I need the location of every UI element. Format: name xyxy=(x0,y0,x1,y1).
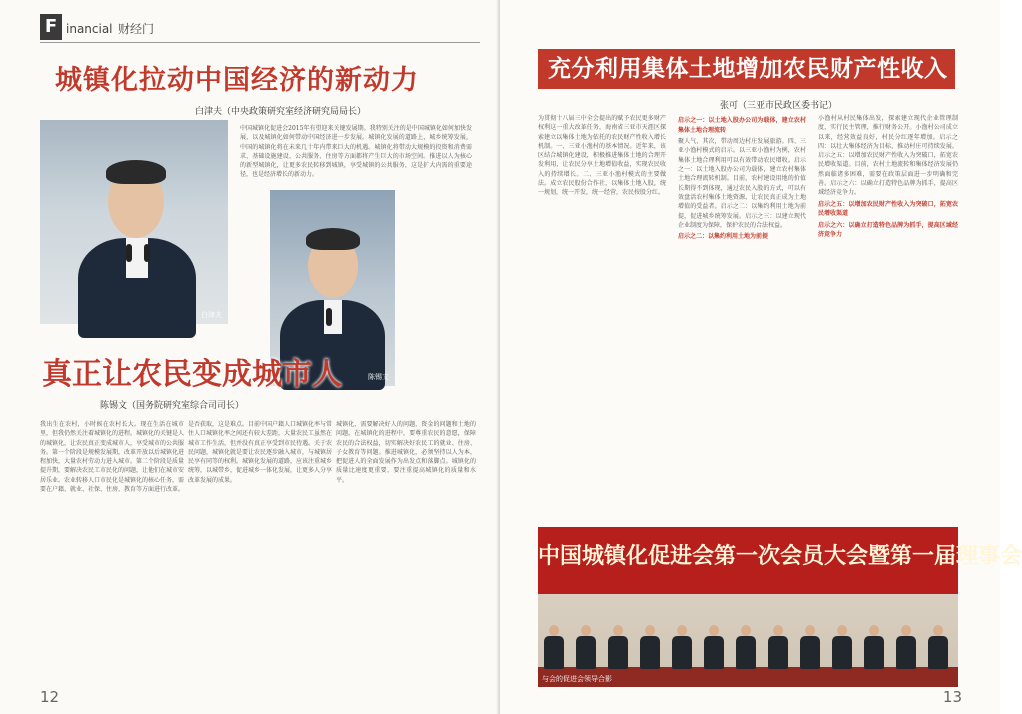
microphone-icon xyxy=(144,244,150,262)
subhead-1: 启示之一：以土地入股办公司为载体，建立农村集体土地合理流转 xyxy=(678,117,806,134)
attendee xyxy=(896,625,916,669)
microphone-icon xyxy=(326,308,332,326)
attendee xyxy=(928,625,948,669)
attendee xyxy=(672,625,692,669)
photo-1-caption: 白津夫 xyxy=(201,311,222,319)
article-3-column-3-text: 小渔村从村民集体出发，探索建立现代企业管理制度，实行民主管理，推行财务公开。小渔村公司成立以来，经营效益良好，村民分红逐年增加。启示之四：以壮大集体经济为目标，推动村庄可持续发展。启示之五：以增加农民财产性收入为突破口，拓宽农民增收渠道。目前，农村土地流转和集体经济发展仍然面临诸多困难，需要在政策层面进一步明确和完善。启示之六：以确立打造特色品牌为抓手，提高区域经济竞争力。 xyxy=(818,115,958,197)
section-divider xyxy=(40,42,480,43)
subhead-6: 启示之六：以确立打造特色品牌为抓手，提高区域经济竞争力 xyxy=(818,221,958,239)
attendee xyxy=(544,625,564,669)
article-byline-2: 陈锡文（国务院研究室综合司司长） xyxy=(100,401,245,411)
subhead-2: 启示之二：以集约利用土地为前提 xyxy=(678,233,769,241)
subhead-5: 启示之五：以增加农民财产性收入为突破口，拓宽农民增收渠道 xyxy=(818,200,958,218)
attendee xyxy=(768,625,788,669)
section-name: inancial xyxy=(66,22,113,36)
attendee xyxy=(736,625,756,669)
left-page xyxy=(0,0,500,714)
article-2-column-2: 是否获取，这是难点。目前中国户籍人口城镇化率与常住人口城镇化率之间还有较大差距，大量农民工虽然在城市工作生活，但并没有真正享受到市民待遇。关于农民问题，城镇化就是要让农民逐步融入城市，与城镇居民享有同等的权利。城镇化发展的道路，应该注重城乡统筹，以城带乡，促进城乡一体化发展，让更多人分享改革发展的成果。 xyxy=(188,421,333,484)
page-number-right: 13 xyxy=(942,688,962,706)
article-3-column-3 xyxy=(818,114,958,532)
article-3-column-2 xyxy=(678,114,806,532)
article-2-column-1: 我出生在农村，小时候在农村长大。现在生活在城市里，但我仍然关注着城镇化的进程。城镇化的关键是人的城镇化，让农民真正变成城市人，享受城市的公共服务。第一个阶段是规模发展期，改革开放以后城镇化进程加快，大量农村劳动力进入城市。第二个阶段是质量提升期，要解决农民工市民化的问题，让他们在城市安居乐业。农业转移人口市民化是城镇化的核心任务，需要在户籍、就业、社保、住房、教育等方面进行改革。 xyxy=(40,421,185,494)
conference-group-photo xyxy=(538,527,1022,687)
speaker-1-hair xyxy=(106,160,166,184)
article-headline-3-box xyxy=(538,49,955,89)
article-1-body: 中国城镇化促进会2015年有望迎来关键发展期。我特别关注的是中国城镇化如何加快发展，以及城镇化如何带动中国经济进一步发展。城镇化发展的道路上，城乡统筹发展，中国的城镇化将在未来几十年内带来巨大的机遇。城镇化将带动大规模的投资和消费需求，基础设施建设、公共服务、住房等方面都将产生巨大的市场空间。推进以人为核心的新型城镇化，让更多农民转移到城镇，享受城镇的公共服务，这是扩大内需的重要途径，也是经济增长的新动力。 xyxy=(240,125,472,179)
attendee xyxy=(800,625,820,669)
attendee xyxy=(704,625,724,669)
article-headline-2: 真正让农民变成城市人 xyxy=(42,357,342,392)
attendee xyxy=(640,625,660,669)
conference-photo-caption: 与会的促进会领导合影 xyxy=(542,675,612,683)
page-number-left: 12 xyxy=(40,688,60,706)
section-name-cn: 财经门 xyxy=(118,22,155,36)
article-3-column-1: 为贯彻十八届三中全会提出的赋予农民更多财产权利这一重大改革任务，海南省三亚市天涯区探索建立以集体土地为依托的农民财产性收入增长机制。一、三亚小渔村的基本情况。近年来，该区结合城镇化建设，积极推进集体土地的合理开发利用，让农民分享土地增值收益，实现农民收入的持续增长。二、三亚小渔村模式的主要做法。成立农民股份合作社，以集体土地入股，统一规划，统一开发，统一经营，农民按股分红。 xyxy=(538,115,666,197)
article-headline-1: 城镇化拉动中国经济的新动力 xyxy=(55,65,419,96)
section-letter-tab: F xyxy=(40,14,62,40)
article-headline-3: 充分利用集体土地增加农民财产性收入 xyxy=(548,56,948,82)
article-byline-3: 张可（三亚市民政区委书记） xyxy=(720,101,838,111)
attendee xyxy=(576,625,596,669)
speaker-photo-1 xyxy=(40,120,228,324)
article-2-column-3: 城镇化，需要解决好人的问题，资金的问题和土地的问题。在城镇化的进程中，要尊重农民的意愿，保障农民的合法权益，切实解决好农民工的就业、住房、子女教育等问题。推进城镇化，必须坚持以人为本，把促进人的全面发展作为出发点和落脚点。城镇化的质量比速度更重要，要注重提高城镇化的质量和水平。 xyxy=(336,421,476,484)
conference-banner: 中国城镇化促进会第一次会员大会暨第一届理事会 xyxy=(538,544,1022,569)
attendee xyxy=(832,625,852,669)
attendee xyxy=(608,625,628,669)
attendee xyxy=(864,625,884,669)
photo-2-caption: 陈锡文 xyxy=(368,373,389,381)
microphone-icon xyxy=(126,244,132,262)
article-3-column-2-text: 聚人气，其次，带动周边村庄发展旅游。四、三亚小渔村模式的启示。以三亚小渔村为例，农村集体土地合理利用可以有效带动农民增收。启示之一：以土地入股办公司为载体，建立农村集体土地合理流转机制。目前，农村建设用地的价值长期得不到体现，通过农民入股的方式，可以有效盘活农村集体土地资源，让农民真正成为土地增值的受益者。启示之二：以集约利用土地为前提，促进城乡统筹发展。启示之三：以建立现代企业制度为保障，保护农民的合法权益。 xyxy=(678,138,806,229)
article-byline-1: 白津夫（中央政策研究室经济研究局局长） xyxy=(195,107,367,117)
speaker-2-hair xyxy=(306,228,360,250)
